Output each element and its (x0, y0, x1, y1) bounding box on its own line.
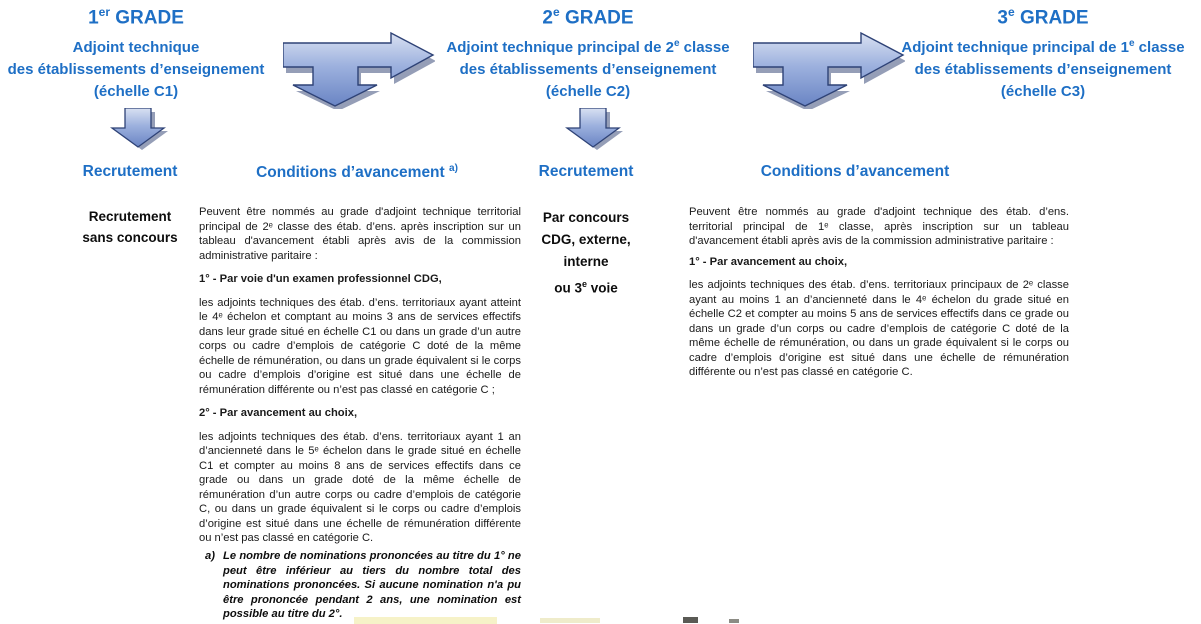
grade-1-header (0, 0, 272, 103)
advancement-item1-title: 1° - Par voie d'un examen professionnel CDG, (199, 273, 442, 285)
cutoff-text-fragment (729, 619, 739, 623)
grade-3-subtitle-line1: Adjoint technique principal de 1e classe (901, 38, 1185, 57)
advancement-item1-body: les adjoints techniques des étab. d’ens. territoriaux principaux de 2ᵉ classe ayant au moins 1 an d’ancienneté dans le 4ᵉ échelon du grade situé en échelle C2 et compter au moins 5 ans de services effectifs dans ce grade ou dans un grade d’un corps ou cadre d’emplois de catégorie C doté de la même échelle de rémunération, ou dans un grade équivalent si le corps ou cadre d’emplois d’origine est situé dans une échelle de rémunération différente ou n’est pas classé en catégorie C. (689, 279, 1069, 378)
advancement-item2-title: 2° - Par avancement au choix, (199, 407, 358, 419)
grade-2-subtitle-line1: Adjoint technique principal de 2e classe (446, 38, 730, 57)
grade-3-title: 3e GRADE (997, 5, 1089, 29)
recruitment-mode-grade1: Recrutement sans concours (82, 209, 178, 245)
column-header-conditions-avancement-1: Conditions d’avancement $^{a)}$ (256, 163, 458, 182)
advancement-intro: Peuvent être nommés au grade d'adjoint technique territorial principal de 2ᵉ classe des étab. d’ens. après inscription sur un tableau d'avancement établi après avis de la commission administrative paritaire : (199, 206, 521, 262)
column-header-recrutement-2: Recrutement (538, 163, 634, 180)
grade-2-title: 2e GRADE (542, 5, 634, 29)
cutoff-text-fragment (683, 617, 698, 623)
grade-1-title: 1er GRADE (88, 5, 184, 29)
advancement-item1-title: 1° - Par avancement au choix, (689, 255, 848, 268)
grade-2-header (433, 0, 743, 103)
advancement-item1-body: les adjoints techniques des étab. d’ens. territoriaux ayant atteint le 4ᵉ échelon et comptant au moins 3 ans de services effectifs dans leur grade situé en échelle C1 ou dans un grade d’un autre corps ou cadre d’emplois de catégorie C doté de la même échelle de rémunération, ou dans un grade équivalent si le corps ou cadre d’emplois d’origine est situé dans une échelle de rémunération différente ou n’est pas classé en catégorie C ; (199, 296, 521, 396)
advancement-intro: Peuvent être nommés au grade d'adjoint technique des étab. d’ens. territorial principal de 1ᵉ classe, après inscription sur un tableau d'avancement établi après avis de la commission administrative paritaire : (689, 206, 1069, 247)
grade-3-header (885, 0, 1201, 103)
advancement-conditions-grade2 (199, 205, 521, 555)
footnote-reference: a) (449, 163, 458, 174)
advancement-conditions-grade3 (689, 205, 1069, 389)
footnote-marker: a) (205, 550, 215, 562)
split-arrow-right-down-icon (283, 31, 435, 109)
column-header-conditions-avancement-2: Conditions d’avancement (760, 163, 950, 180)
footnote-a (205, 549, 521, 622)
grade-3-subtitle-line3: (échelle C3) (1000, 83, 1086, 101)
recruitment-mode-grade2: Par concours CDG, externe, interne ou 3e voie (541, 210, 631, 296)
grade-1-subtitle-line3: (échelle C1) (93, 83, 179, 101)
grade-2-subtitle-line2: des établissements d’enseignement (459, 61, 717, 79)
down-arrow-icon (561, 108, 627, 150)
footnote-text: Le nombre de nominations prononcées au titre du 1° ne peut être inférieur au tiers du nombre total des nominations prononcées. Si aucune nomination n'a pu être prononcée pendant 2 ans, une nomination est possible au titre du 2°. (223, 550, 521, 621)
cutoff-highlighted-text-strip (354, 617, 497, 624)
advancement-item2-body: les adjoints techniques des étab. d’ens. territoriaux ayant 1 an d’ancienneté dans le 5ᵉ échelon dans le grade situé en échelle C1 et compter au moins 8 ans de services effectifs dans ce grade ou dans un grade doté de la même échelle de rémunération d’un autre corps ou cadre d’emplois de catégorie C, ou dans un grade équivalent si le corps ou cadre d’emplois d’origine est situé dans une échelle de rémunération différente ou n’est pas classé en catégorie C. (199, 430, 521, 544)
down-arrow-icon (106, 108, 172, 150)
grade-2-subtitle-line3: (échelle C2) (545, 83, 631, 101)
grade-1-subtitle-line2: des établissements d’enseignement (7, 61, 265, 79)
grade-3-subtitle-line2: des établissements d’enseignement (914, 61, 1172, 79)
split-arrow-right-down-icon (753, 31, 905, 109)
column-header-recrutement-1: Recrutement (82, 163, 178, 180)
cutoff-text-fragment (540, 618, 600, 623)
grade-1-subtitle-line1: Adjoint technique (72, 39, 200, 57)
